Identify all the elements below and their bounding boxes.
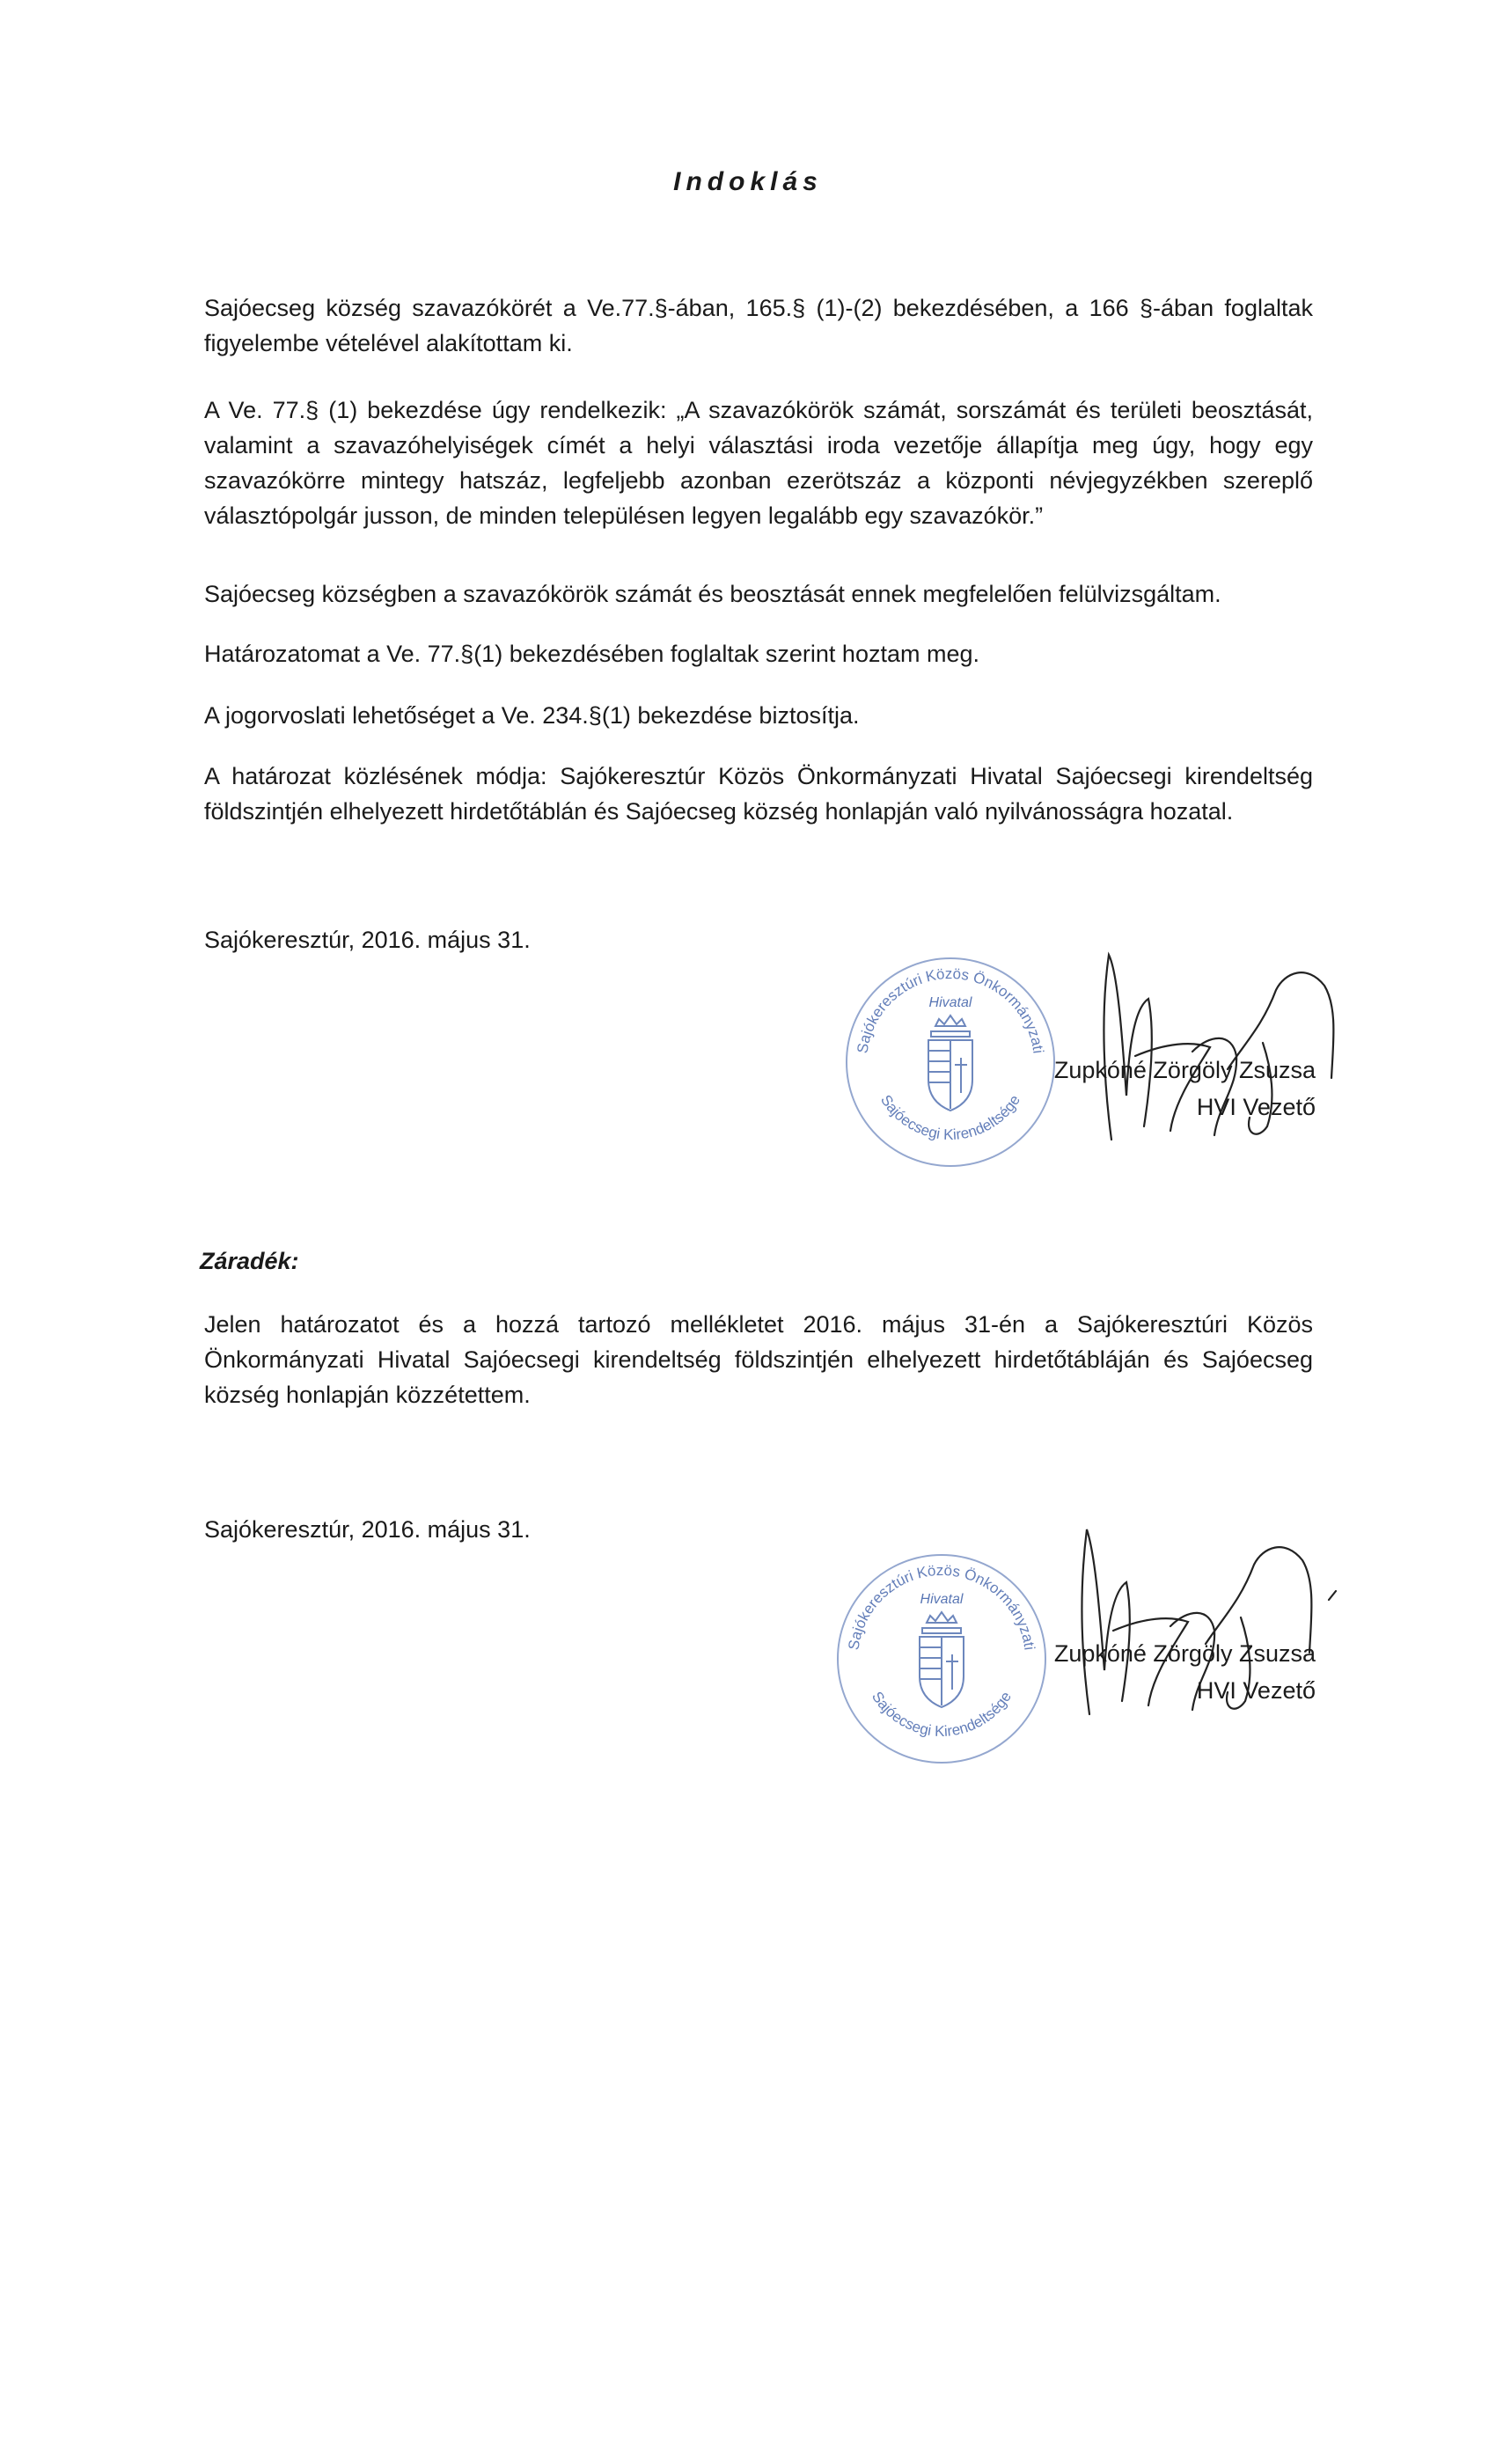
handwritten-signature-2: [1065, 1521, 1346, 1745]
signer-block-1: [1038, 1052, 1316, 1126]
stamp-seal-icon: [840, 952, 1060, 1172]
stamp-center-text: Hivatal: [928, 995, 972, 1010]
place-date-2: Sajókeresztúr, 2016. május 31.: [204, 1516, 531, 1543]
stamp-ring-top-text-2: Sajókeresztúri Közös Önkormányzati: [845, 1561, 1038, 1652]
signer-name-2: Zupkóné Zörgöly Zsuzsa: [1053, 1640, 1316, 1667]
signer-role-1: HVI Vezető: [1196, 1094, 1316, 1120]
place-date-1: Sajókeresztúr, 2016. május 31.: [204, 927, 531, 953]
zaradek-text: Jelen határozatot és a hozzá tartozó mellékletet 2016. május 31-én a Sajókeresztúri Közös Önkormányzati Hivatal Sajóecsegi kirendeltség földszintjén elhelyezett hirdetőtábláján és Sajóecseg község honlapján közzétettem.: [204, 1311, 1313, 1408]
paragraph-5: A jogorvoslati lehetőséget a Ve. 234.§(1) bekezdése biztosítja.: [204, 702, 860, 729]
signer-role-2: HVI Vezető: [1196, 1677, 1316, 1704]
paragraph-2: A Ve. 77.§ (1) bekezdése úgy rendelkezik: „A szavazókörök számát, sorszámát és területi beosztását, valamint a szavazóhelyiségek címét a helyi választási iroda vezetője állapítja meg úgy, hogy egy szavazókörre mintegy hatszáz, legfeljebb azonban ezerötszáz a központi névjegyzékben szereplő választópolgár jusson, de minden településen legyen legalább egy szavazókör.”: [204, 397, 1313, 529]
coat-of-arms-icon-2: [920, 1612, 964, 1707]
signer-block-2: [1038, 1635, 1316, 1709]
stamp-center-text-2: Hivatal: [920, 1592, 964, 1607]
coat-of-arms-icon: [928, 1016, 972, 1111]
stamp-ring-top-text: Sajókeresztúri Közös Önkormányzati: [854, 964, 1047, 1055]
official-stamp-2: [832, 1549, 1052, 1773]
zaradek-heading: Záradék:: [200, 1248, 299, 1274]
paragraph-3: Sajóecseg községben a szavazókörök számát és beosztását ennek megfelelően felülvizsgáltam.: [204, 581, 1221, 607]
document-title: Indoklás: [673, 167, 823, 196]
stamp-seal-icon-2: [832, 1549, 1052, 1769]
signer-name-1: Zupkóné Zörgöly Zsuzsa: [1053, 1057, 1316, 1083]
stamp-ring-bottom-text-2: Sajóecsegi Kirendeltsége: [868, 1688, 1016, 1741]
stamp-ring-bottom-text: Sajóecsegi Kirendeltsége: [876, 1091, 1024, 1144]
paragraph-4: Határozatomat a Ve. 77.§(1) bekezdésében foglaltak szerint hoztam meg.: [204, 641, 979, 667]
paragraph-1: Sajóecseg község szavazókörét a Ve.77.§-ában, 165.§ (1)-(2) bekezdésében, a 166 §-ában foglaltak figyelembe vételével alakítottam ki.: [204, 295, 1313, 356]
official-stamp-1: [840, 952, 1060, 1177]
paragraph-6: A határozat közlésének módja: Sajókeresztúr Közös Önkormányzati Hivatal Sajóecsegi kirendeltség földszintjén elhelyezett hirdetőtáblán és Sajóecseg község honlapján való nyilvánosságra hozatal.: [204, 763, 1313, 825]
